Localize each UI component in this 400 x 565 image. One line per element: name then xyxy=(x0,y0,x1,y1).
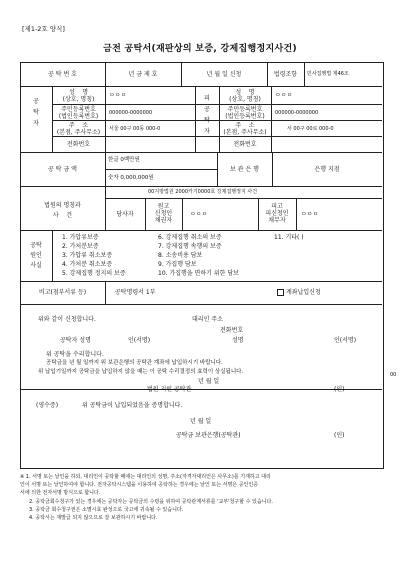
cause-item: 4. 가처분 취소보증 xyxy=(62,261,113,268)
amount-digits: 숫자 0,000,000원 xyxy=(108,175,154,181)
depositee-name-label: 성 명 (상호, 명칭) xyxy=(229,89,261,103)
depositor-address-label: 주 소 (본점, 주사무소) xyxy=(56,122,101,136)
custodian-bank-value: 은행 지점 xyxy=(314,166,340,173)
depositor-name-label: 성 명 (상호, 명칭) xyxy=(62,89,95,103)
amount-hangul: 한글 0백만원 xyxy=(108,157,140,163)
cause-item: 2. 가처분보증 xyxy=(62,243,99,250)
depositor-sign-label: 공탁자 성명 xyxy=(60,337,91,344)
remarks-label: 비고(첨부서류 등) xyxy=(38,289,87,296)
acceptance-line-2: 공탁금을 년 월 일까지 위 보관은행의 공탁관 계좌에 납입하시기 바랍니다. xyxy=(46,360,223,366)
cause-item: 10. 가집행을 면하기 위한 담보 xyxy=(158,270,239,277)
agent-phone-label: 전화번호 xyxy=(220,327,244,334)
depositee-side-label: 피 공 탁 자 xyxy=(204,95,210,135)
receipt-date: 년 월 일 xyxy=(190,418,212,425)
acceptance-line-3: 위 납입기일까지 공탁금을 납입하지 않을 때는 이 공탁 수리결정의 효력이 상실됩니다. xyxy=(38,369,244,375)
acceptance-date: 년 월 일 xyxy=(198,378,220,385)
cause-label: 공탁 원인 사실 xyxy=(30,242,42,269)
agent-name-label: 성명 xyxy=(232,337,244,344)
form-number: [제1-2호 양식] xyxy=(22,25,65,33)
depositee-id-label: 주민등록번호 (법인등록번호) xyxy=(225,106,265,120)
margin-mark: 00 xyxy=(390,372,397,378)
applicant-label: 원고 신청인 채권자 xyxy=(154,203,173,224)
depositor-phone-label: 전화번호 xyxy=(66,141,91,148)
cause-item: 6. 강제집행 취소의 보증 xyxy=(158,234,222,241)
respondent-label: 피고 피신청인 채무자 xyxy=(265,203,289,224)
remarks-value: 공탁명령서 1부 xyxy=(115,289,156,296)
cause-item: 8. 소송비용 담보 xyxy=(158,252,203,259)
note-line: 인이 서명 또는 날인하여야 합니다. 전자공탁시스템을 이용하여 공탁하는 경우에는 날인 또는 서명은 공인인증 xyxy=(20,482,259,488)
law-clause-label: 법령조항 xyxy=(273,71,298,78)
receipt-statement: 위 공탁금이 납입되었음을 증명합니다. xyxy=(82,402,183,409)
depositee-id-value: 000000-0000000 xyxy=(275,110,319,116)
depositor-name-value: ㅇㅇㅇ xyxy=(109,92,127,99)
note-line: 서에 의한 전자서명 방식으로 합니다. xyxy=(20,490,101,496)
case-number-value: 년 금 제 호 xyxy=(128,71,158,78)
acceptance-court: 법원 지원 공탁관 xyxy=(147,386,192,393)
depositor-address-value: 서울 00구 00동 000-0 xyxy=(109,126,161,132)
court-case-label: 법원의 명칭과 사 건 xyxy=(44,202,81,219)
court-case-line: 00지방법원 2000카기0000호 강제집행정지 사건 xyxy=(148,189,258,195)
cause-item: 1. 가압류보증 xyxy=(62,234,99,241)
amount-label: 공 탁 금 액 xyxy=(48,166,77,173)
note-line: ※ 1. 서명 또는 날인을 하되, 대리인이 공탁할 때에는 대리인의 성명, 주소(자격자대리인은 사무소)를 기재하고 대리 xyxy=(20,474,271,480)
depositor-seal: 인(서명) xyxy=(128,337,151,344)
note-line: 2. 공탁금회수청구가 있는 경우에는 공탁자는 공탁금의 수령을 위하여 공탁관계서류를 '교부'청구할 수 있습니다. xyxy=(29,499,273,505)
acceptance-line-1: 위 공탁을 수리합니다. xyxy=(46,351,104,358)
note-line: 3. 공탁금 회수청구권은 소멸시효 완성으로 국고에 귀속될 수 있습니다. xyxy=(29,507,184,513)
depositor-id-label: 주민등록번호 (법인등록번호) xyxy=(58,106,99,120)
respondent-value: ㅇㅇㅇ xyxy=(301,211,319,218)
law-clause-value: 민사집행법 제46조 xyxy=(307,71,349,77)
receipt-seal: (인) xyxy=(334,432,345,439)
party-label: 당사자 xyxy=(116,211,134,218)
cause-item: 3. 가압류 취소보증 xyxy=(62,252,113,259)
cause-item: 9. 가집행 담보 xyxy=(158,261,197,268)
custodian-bank-label: 보 관 은 행 xyxy=(230,166,259,173)
account-payment-label: 계좌납입신청 xyxy=(286,289,321,296)
depositor-id-value: 000000-0000000 xyxy=(109,110,153,116)
receipt-bank: 공탁금 보관은행(공탁관) xyxy=(176,432,241,439)
application-date: 년 월 일 신청 xyxy=(206,71,242,78)
account-payment-checkbox[interactable] xyxy=(277,289,284,296)
agent-seal: 인(서명) xyxy=(334,337,357,344)
case-number-label: 공 탁 번 호 xyxy=(48,71,77,78)
application-statement: 위와 같이 신청합니다. xyxy=(38,316,96,323)
form-title: 금전 공탁서(재판상의 보증, 강제집행정지사건) xyxy=(103,44,297,54)
depositee-phone-label: 전화번호 xyxy=(233,141,257,148)
acceptance-seal: (인) xyxy=(334,386,345,393)
agent-address-label: 대리인 주소 xyxy=(192,316,223,323)
depositee-address-label: 주 소 (본점, 주사무소) xyxy=(223,122,267,136)
cause-other: 11. 기타( ) xyxy=(274,234,304,241)
depositee-address-value: 서 00구 00로 000-0 xyxy=(287,126,334,132)
cause-item: 7. 강제집행 속행의 보증 xyxy=(158,243,222,250)
applicant-value: ㅇㅇㅇ xyxy=(190,211,208,218)
depositee-name-value: ㅇㅇㅇ xyxy=(275,92,293,99)
receipt-label: (영수증) xyxy=(36,402,59,409)
depositor-side-label: 공 탁 자 xyxy=(33,98,39,127)
note-line: 4. 공탁서는 재발급 되지 않으므로 잘 보관하시기 바랍니다. xyxy=(29,515,158,521)
cause-item: 5. 강제집행 정지의 보증 xyxy=(62,270,126,277)
